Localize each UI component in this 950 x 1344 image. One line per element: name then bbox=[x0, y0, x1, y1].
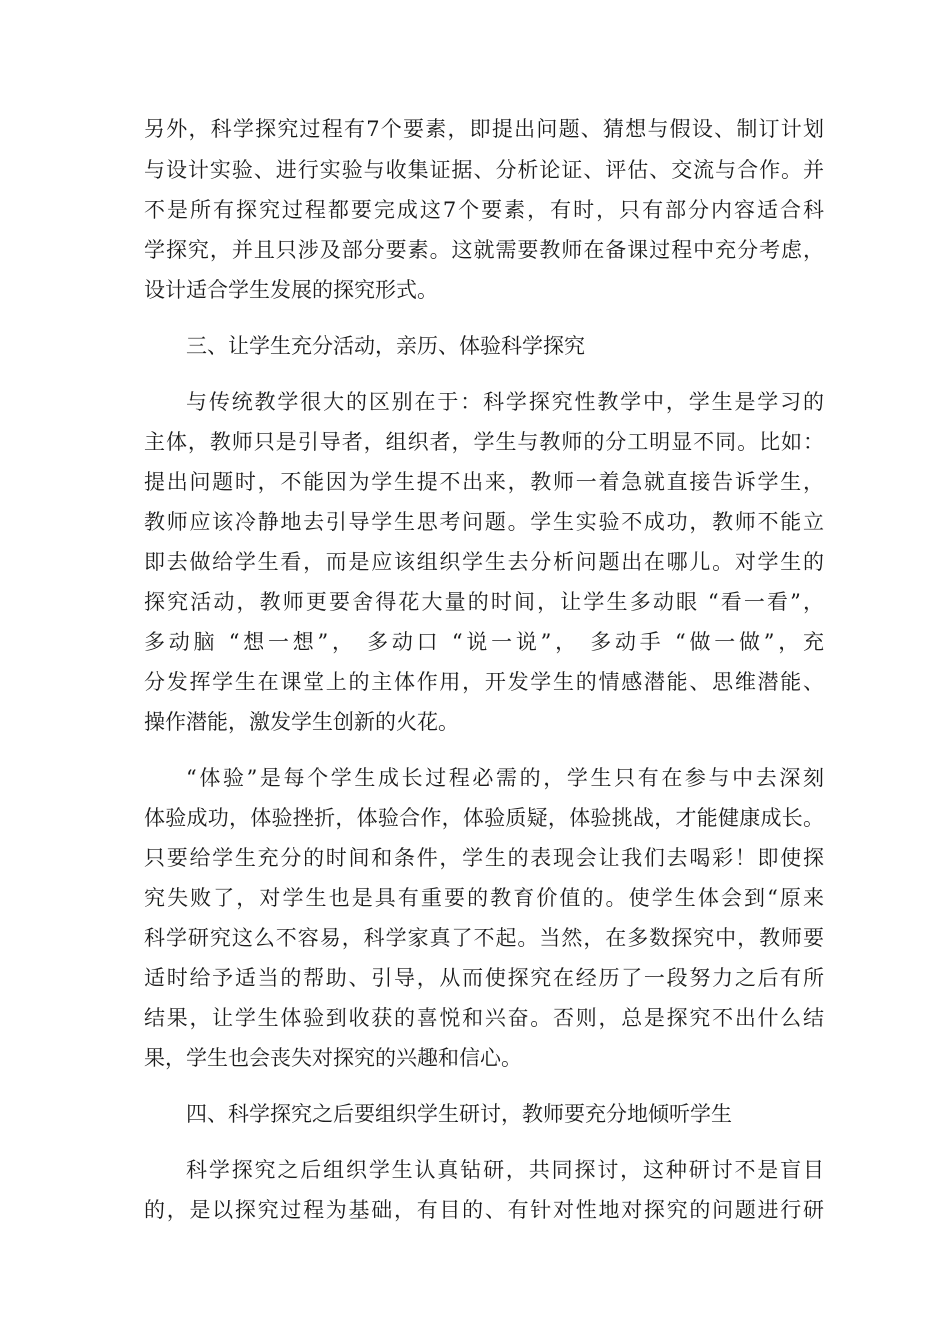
paragraph-2-line-6: 探究活动，教师更要舍得花大量的时间，让学生多动眼 “看一看”， bbox=[144, 590, 824, 614]
paragraph-3-line-1: “体验”是每个学生成长过程必需的，学生只有在参与中去深刻 bbox=[186, 766, 824, 790]
paragraph-2-line-9: 操作潜能，激发学生创新的火花。 bbox=[144, 710, 459, 734]
section-heading-3: 三、让学生充分活动，亲历、体验科学探究 bbox=[186, 334, 585, 358]
section-heading-4: 四、科学探究之后要组织学生研讨，教师要充分地倾听学生 bbox=[186, 1102, 732, 1126]
paragraph-3-line-6: 适时给予适当的帮助、引导，从而使探究在经历了一段努力之后有所 bbox=[144, 966, 824, 990]
paragraph-3-line-2: 体验成功，体验挫折，体验合作，体验质疑，体验挑战，才能健康成长。 bbox=[144, 806, 824, 830]
paragraph-3-line-8: 果，学生也会丧失对探究的兴趣和信心。 bbox=[144, 1046, 522, 1070]
paragraph-2-line-4: 教师应该冷静地去引导学生思考问题。学生实验不成功，教师不能立 bbox=[144, 510, 824, 534]
paragraph-3-line-4: 究失败了，对学生也是具有重要的教育价值的。使学生体会到“原来 bbox=[144, 886, 824, 910]
paragraph-1-line-5: 设计适合学生发展的探究形式。 bbox=[144, 278, 438, 302]
paragraph-3-line-5: 科学研究这么不容易，科学家真了不起。当然，在多数探究中，教师要 bbox=[144, 926, 824, 950]
paragraph-1-line-3: 不是所有探究过程都要完成这7个要素，有时，只有部分内容适合科 bbox=[144, 198, 824, 222]
paragraph-2-line-8: 分发挥学生在课堂上的主体作用，开发学生的情感潜能、思维潜能、 bbox=[144, 670, 824, 694]
paragraph-1-line-2: 与设计实验、进行实验与收集证据、分析论证、评估、交流与合作。并 bbox=[144, 158, 824, 182]
paragraph-2-line-2: 主体，教师只是引导者，组织者，学生与教师的分工明显不同。比如： bbox=[144, 430, 824, 454]
paragraph-2-line-7: 多动脑 “想一想”， 多动口 “说一说”， 多动手 “做一做”，充 bbox=[144, 630, 824, 654]
paragraph-2-line-3: 提出问题时，不能因为学生提不出来，教师一着急就直接告诉学生， bbox=[144, 470, 824, 494]
paragraph-4-line-1: 科学探究之后组织学生认真钻研，共同探讨，这种研讨不是盲目 bbox=[186, 1158, 824, 1182]
paragraph-3-line-3: 只要给学生充分的时间和条件，学生的表现会让我们去喝彩！即使探 bbox=[144, 846, 824, 870]
paragraph-1-line-1: 另外，科学探究过程有7个要素，即提出问题、猜想与假设、制订计划 bbox=[144, 117, 824, 141]
paragraph-2-line-5: 即去做给学生看，而是应该组织学生去分析问题出在哪儿。对学生的 bbox=[144, 550, 824, 574]
paragraph-4-line-2: 的，是以探究过程为基础，有目的、有针对性地对探究的问题进行研 bbox=[144, 1198, 824, 1222]
paragraph-1-line-4: 学探究，并且只涉及部分要素。这就需要教师在备课过程中充分考虑， bbox=[144, 238, 824, 262]
paragraph-2-line-1: 与传统教学很大的区别在于：科学探究性教学中，学生是学习的 bbox=[186, 390, 824, 414]
paragraph-3-line-7: 结果，让学生体验到收获的喜悦和兴奋。否则，总是探究不出什么结 bbox=[144, 1006, 824, 1030]
